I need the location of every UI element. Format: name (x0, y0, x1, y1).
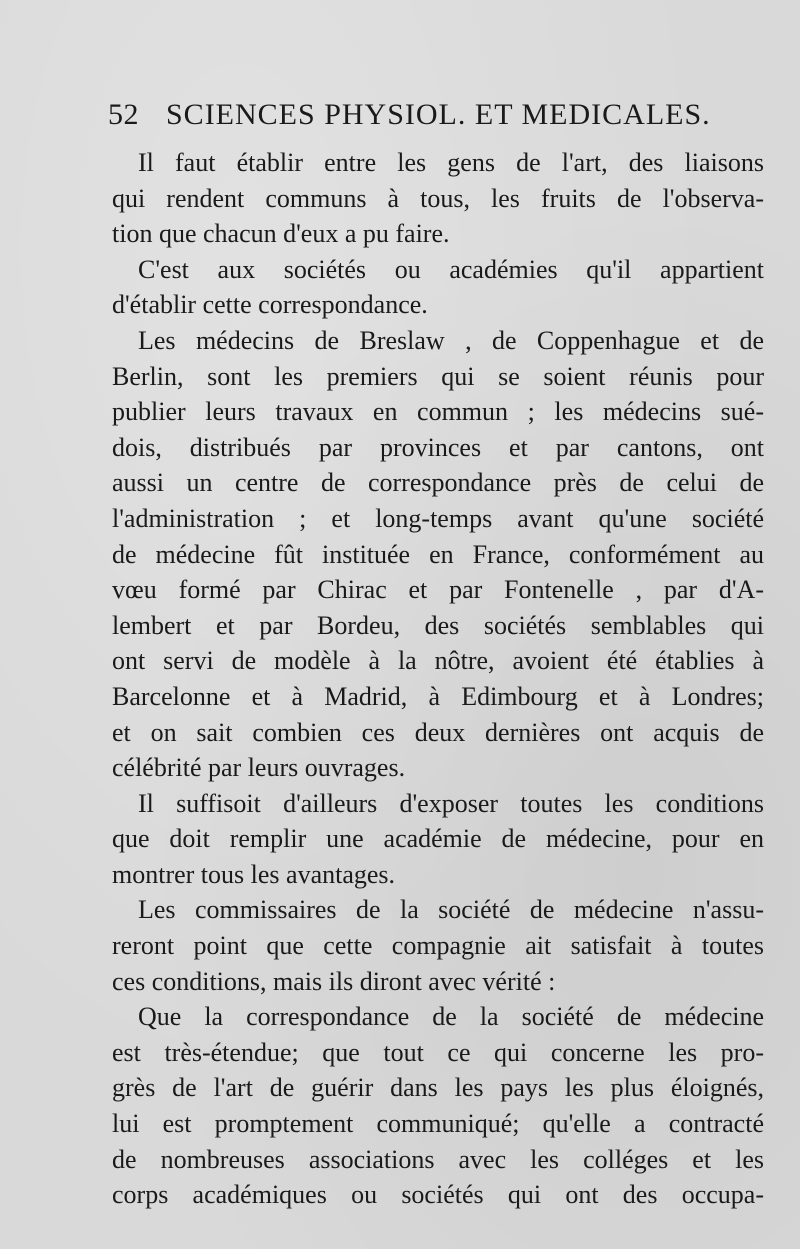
page-number: 52 (108, 98, 139, 131)
text-line: Les commissaires de la société de médecine n'assu- (138, 895, 764, 925)
text-line: Que la correspondance de la société de médecine (138, 1002, 764, 1032)
text-line: l'administration ; et long-temps avant qu'une société (112, 503, 764, 533)
text-line: ont servi de modèle à la nôtre, avoient été établies à (112, 646, 764, 676)
text-line: célébrité par leurs ouvrages. (112, 753, 406, 783)
text-line: de nombreuses associations avec les colléges et les (112, 1144, 764, 1174)
text-line: Il suffisoit d'ailleurs d'exposer toutes les conditions (138, 788, 764, 818)
text-line: Barcelonne et à Madrid, à Edimbourg et à Londres; (112, 681, 764, 711)
text-line: et on sait combien ces deux dernières ont acquis de (112, 717, 764, 747)
running-head: SCIENCES PHYSIOL. ET MEDICALES. (166, 98, 711, 131)
text-line: lembert et par Bordeu, des sociétés semblables qui (112, 610, 764, 640)
text-line: publier leurs travaux en commun ; les médecins sué- (112, 397, 764, 427)
text-line: montrer tous les avantages. (112, 859, 396, 889)
text-line: lui est promptement communiqué; qu'elle a contracté (112, 1109, 764, 1139)
page-header (108, 98, 711, 138)
text-line: aussi un centre de correspondance près de celui de (112, 468, 764, 498)
text-line: dois, distribués par provinces et par cantons, ont (112, 432, 764, 462)
text-line: ces conditions, mais ils diront avec vérité : (112, 966, 556, 996)
text-line: grès de l'art de guérir dans les pays les plus éloignés, (112, 1073, 764, 1103)
text-line: que doit remplir une académie de médecine, pour en (112, 824, 764, 854)
body-text (112, 145, 764, 1213)
text-line: d'établir cette correspondance. (112, 290, 428, 320)
text-line: vœu formé par Chirac et par Fontenelle , par d'A- (112, 575, 764, 605)
text-line: est très-étendue; que tout ce qui concerne les pro- (112, 1037, 764, 1067)
text-line: C'est aux sociétés ou académies qu'il appartient (138, 254, 764, 284)
text-line: Berlin, sont les premiers qui se soient réunis pour (112, 361, 764, 391)
text-line: tion que chacun d'eux a pu faire. (112, 219, 450, 249)
text-line: corps académiques ou sociétés qui ont des occupa- (112, 1180, 764, 1210)
text-line: Les médecins de Breslaw , de Coppenhague et de (138, 325, 764, 355)
text-line: Il faut établir entre les gens de l'art, des liaisons (138, 148, 764, 177)
text-line: de médecine fût instituée en France, conformément au (112, 539, 764, 569)
text-line: qui rendent communs à tous, les fruits de l'observa- (112, 183, 764, 213)
text-line: reront point que cette compagnie ait satisfait à toutes (112, 931, 764, 961)
